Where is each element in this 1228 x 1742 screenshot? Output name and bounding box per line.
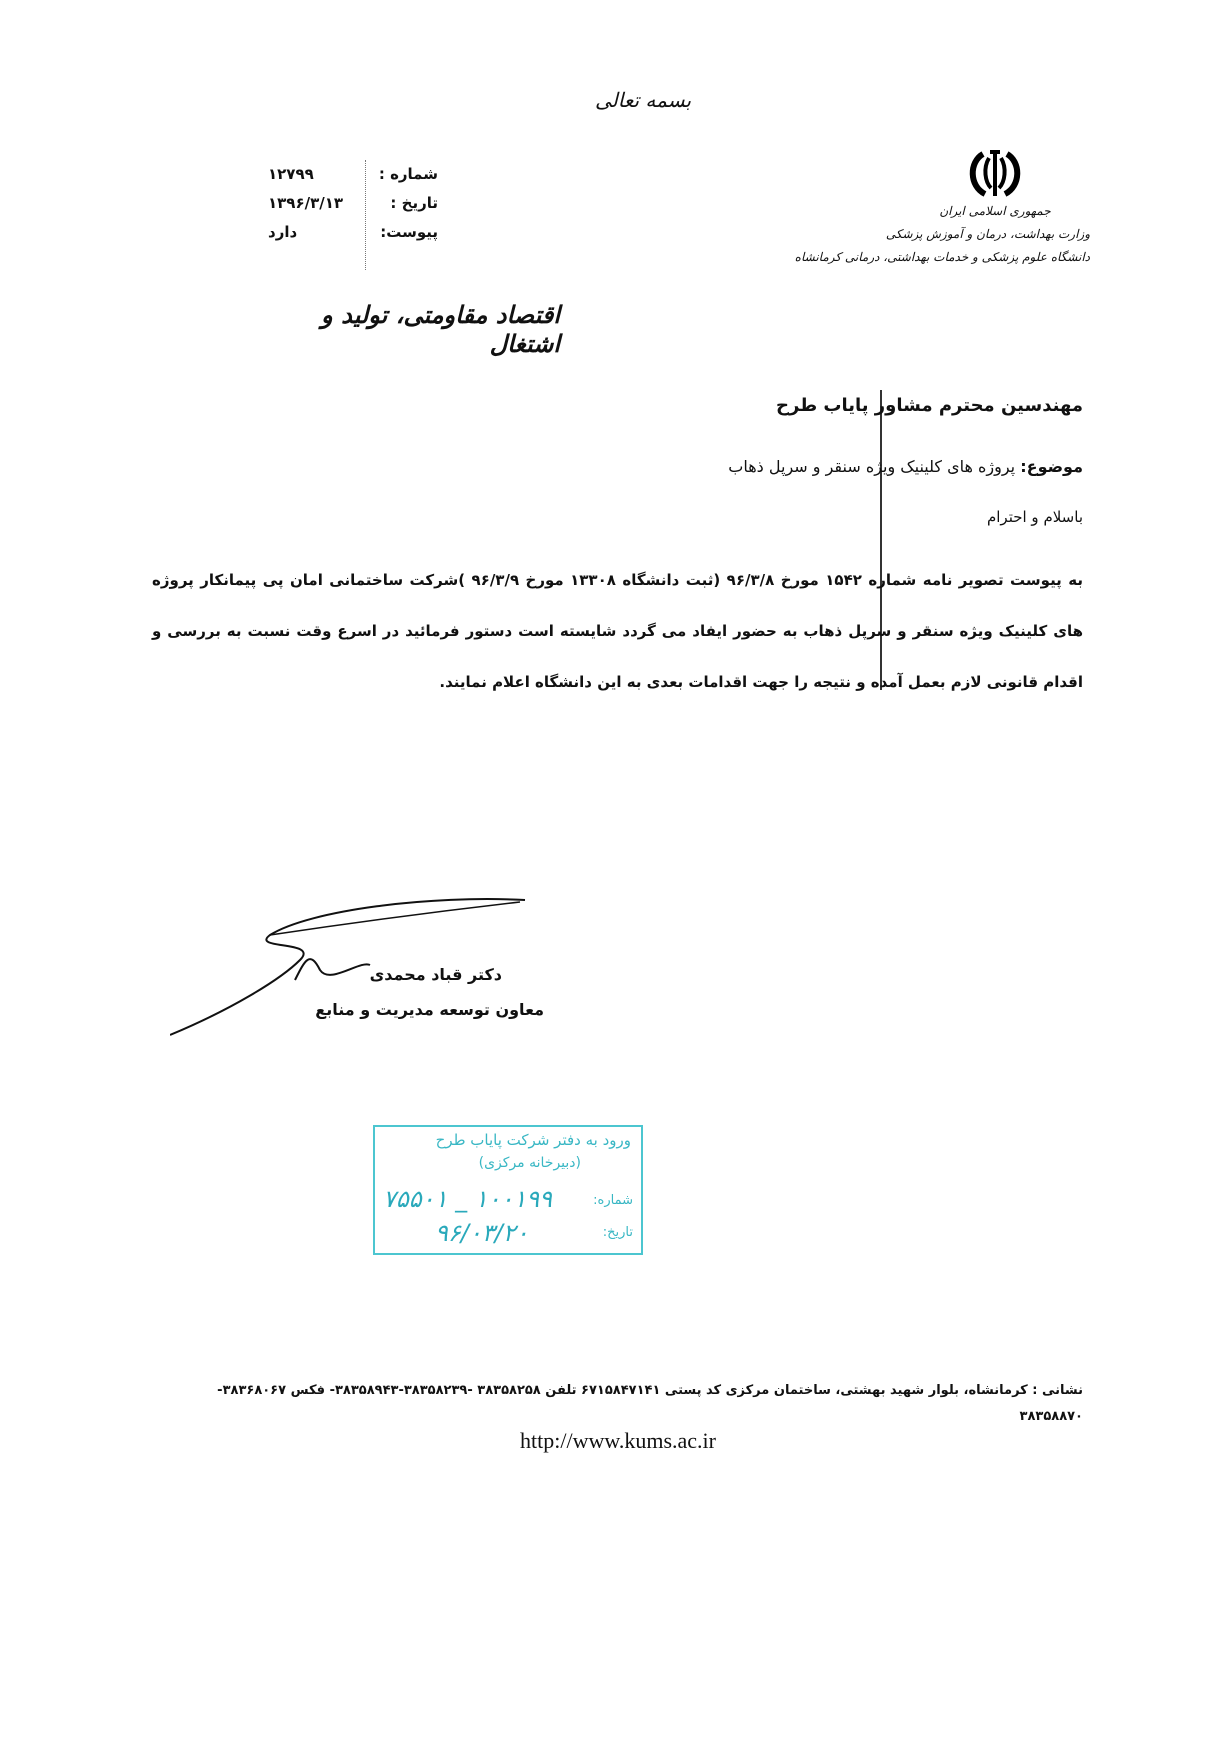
footer-address: نشانی : کرمانشاه، بلوار شهید بهشتی، ساختمان مرکزی کد پستی ۶۷۱۵۸۴۷۱۴۱ تلفن ۳۸۳۵۸۲۵۸ -۳۸۳۵۸۲۳۹-۳۸۳۵۸۹۴۳- فکس ۳۸۳۶۸۰۶۷- ۳۸۳۵۸۸۷۰ [217, 1383, 1083, 1424]
subject-text: پروژه های کلینیک ویژه سنقر و سرپل ذهاب [728, 457, 1016, 476]
divider [365, 160, 366, 270]
receipt-stamp [373, 1125, 643, 1255]
signer-name: دکتر قباد محمدی [369, 965, 502, 984]
attachment-label: پیوست: [380, 223, 438, 241]
greeting: باسلام و احترام [986, 508, 1083, 526]
invocation: بسمه تعالی [595, 88, 692, 112]
recipient: مهندسین محترم مشاور پایاب طرح [776, 395, 1083, 416]
footer-url[interactable]: http://www.kums.ac.ir [520, 1428, 716, 1453]
number-label: شماره : [378, 165, 438, 183]
stamp-number-label: شماره: [593, 1193, 633, 1208]
letterhead [794, 148, 1090, 269]
subject-line [728, 457, 1083, 476]
letter-meta [268, 160, 438, 247]
stamp-number-value: ۱۰۰۱۹۹ _ ۷۵۵۰۱ [383, 1185, 553, 1213]
emblem-line: دانشگاه علوم پزشکی و خدمات بهداشتی، درمانی کرمانشاه [794, 250, 1090, 264]
letter-body: به پیوست تصویر نامه شماره ۱۵۴۲ مورخ ۹۶/۳/۸ (ثبت دانشگاه ۱۳۳۰۸ مورخ ۹۶/۳/۹ )شرکت ساختمانی امان پی پیمانکار پروژه های کلینیک ویژه سنقر و سرپل ذهاب به حضور ایفاد می گردد شایسته است دستور فرمائید در اسرع وقت نسبت به بررسی و اقدام قانونی لازم بعمل آمده و نتیجه را جهت اقدامات بعدی به این دانشگاه اعلام نمایند. [152, 571, 1083, 691]
subject-label: موضوع: [1020, 457, 1083, 476]
number-value: ۱۲۷۹۹ [268, 165, 314, 183]
emblem-line: وزارت بهداشت، درمان و آموزش پزشکی [885, 227, 1090, 241]
date-value: ۱۳۹۶/۳/۱۳ [268, 194, 344, 212]
stamp-line2: (دبیرخانه مرکزی) [478, 1155, 581, 1171]
attachment-value: دارد [268, 223, 298, 241]
stamp-date-value: ۹۶/۰۳/۲۰ [435, 1219, 529, 1247]
signer-title: معاون توسعه مدیریت و منابع [315, 1000, 544, 1019]
stamp-date-label: تاریخ: [602, 1225, 633, 1240]
stamp-line1: ورود به دفتر شرکت پایاب طرح [435, 1131, 631, 1149]
emblem-line: جمهوری اسلامی ایران [939, 204, 1051, 218]
iran-emblem-icon [965, 148, 1025, 200]
slogan: اقتصاد مقاومتی، تولید و اشتغال [321, 300, 560, 358]
date-label: تاریخ : [390, 194, 438, 212]
